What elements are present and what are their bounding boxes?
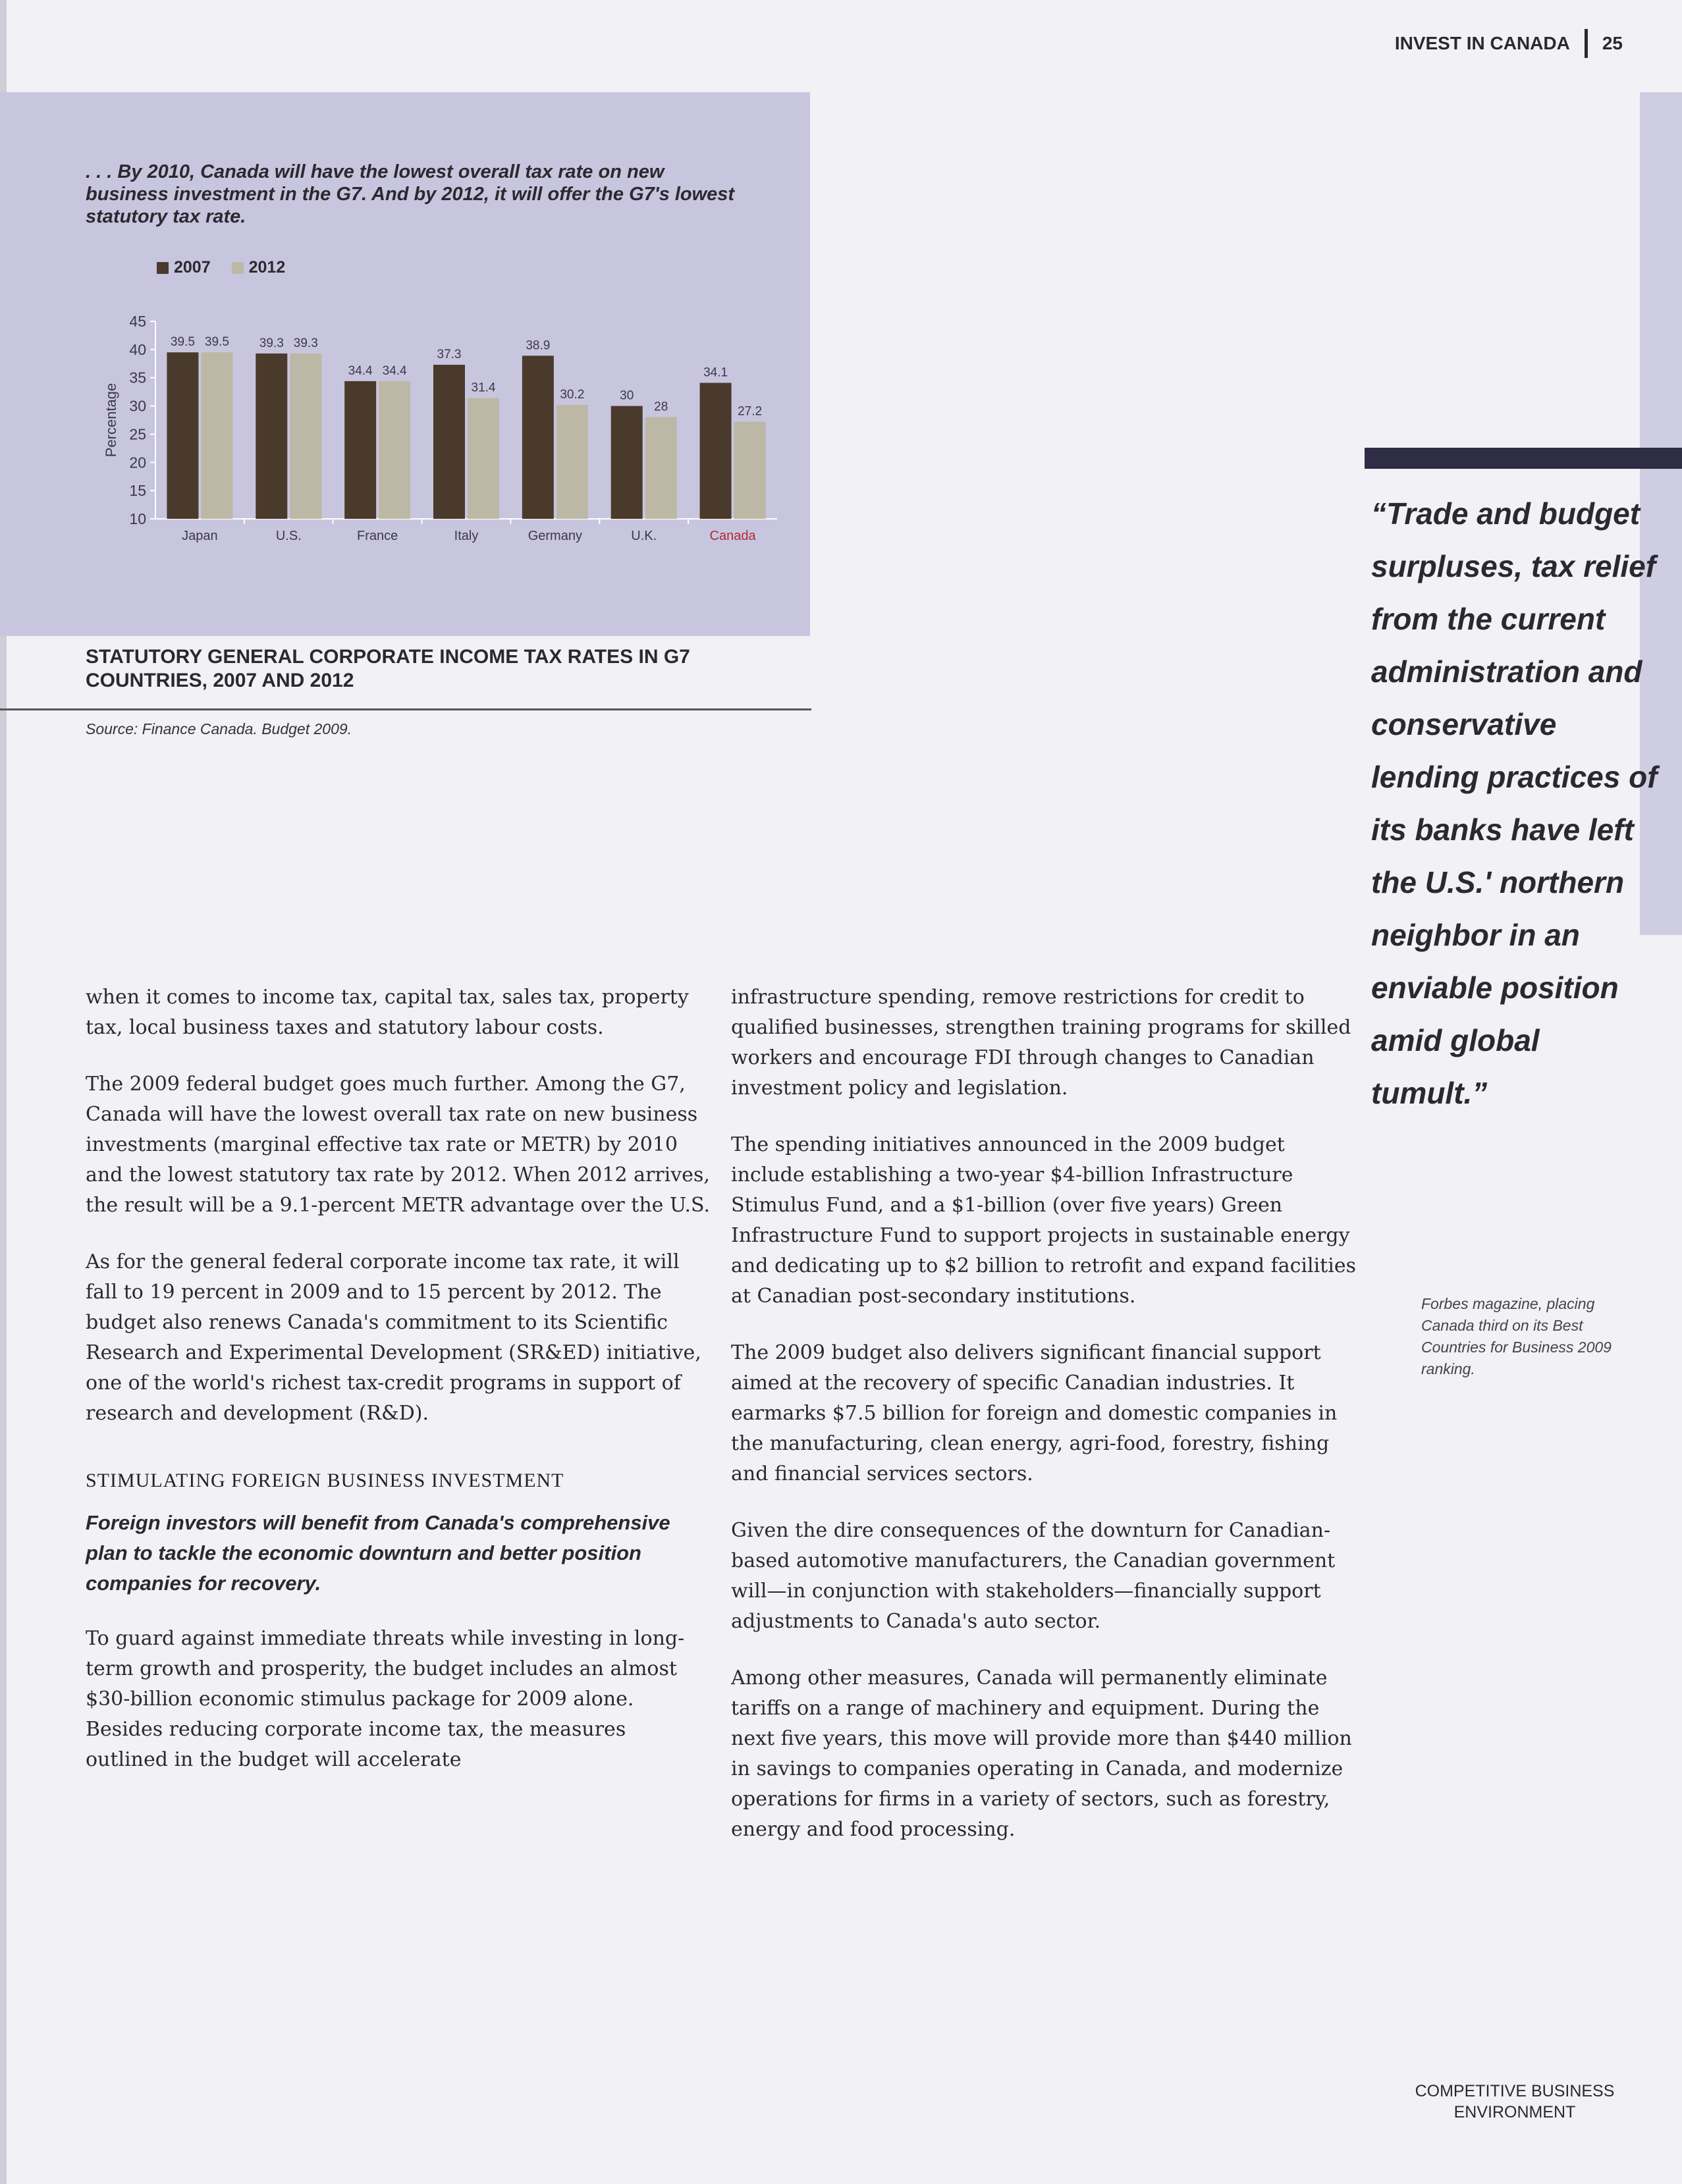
section-name: INVEST IN CANADA [1394,33,1570,53]
bar-2007 [522,356,554,519]
bar-2007 [344,381,376,519]
bar-chart [0,92,810,636]
caption-rule [0,708,811,710]
paragraph: when it comes to income tax, capital tax, sales tax, property tax, local business taxes and statutory labour costs. [86,986,689,1039]
paragraph: Among other measures, Canada will permanently eliminate tariffs on a range of machinery and equipment. During the next five years, this move will provide more than $440 million in savings to companies operating in Canada, and modernize operations for firms in a variety of sectors, such as forestry, energy and food processing. [731,1666,1352,1841]
bar-2012 [379,381,410,519]
x-tick-label: Germany [528,529,582,543]
data-label: 31.4 [471,381,496,395]
y-tick-label: 40 [129,340,146,358]
x-tick-label: Japan [182,529,218,543]
section-heading: STIMULATING FOREIGN BUSINESS INVESTMENT [86,1470,564,1491]
bar-2007 [611,406,643,519]
data-label: 39.3 [293,336,318,350]
quote-attribution: Forbes magazine, placing Canada third on its Best Countries for Business 2009 ranking. [1421,1295,1612,1377]
x-tick-label: France [357,529,398,543]
y-tick-label: 10 [129,510,146,527]
bar-2007 [167,352,198,519]
y-tick-label: 45 [129,313,146,330]
right-column [731,982,1363,1871]
bar-2012 [734,422,766,519]
bar-2012 [201,352,232,519]
y-tick-label: 30 [129,397,146,415]
left-column [86,982,711,1801]
y-tick-label: 25 [129,425,146,443]
chart-panel [0,92,810,636]
x-tick-label: U.K. [631,529,657,543]
header-divider [1585,29,1588,58]
data-label: 39.5 [204,335,229,350]
footer-line: COMPETITIVE BUSINESS [1415,2082,1615,2100]
y-tick-label: 35 [129,369,146,386]
x-tick-label: Italy [454,529,479,543]
paragraph: infrastructure spending, remove restrictions for credit to qualified businesses, strengthen training programs for skilled workers and encourage FDI through changes to Canadian investment policy and legislation. [731,986,1351,1100]
paragraph: The 2009 budget also delivers significant financial support aimed at the recovery of specific Canadian industries. It earmarks $7.5 billion for foreign and domestic companies in the manufacturing, clean energy, agri-food, forestry, fishing and financial services sectors. [731,1341,1338,1485]
x-tick-label: U.S. [275,529,302,543]
data-label: 34.4 [348,363,373,378]
y-tick-label: 15 [129,482,146,500]
legend-label-2007: 2007 [174,258,211,277]
data-label: 30.2 [560,387,585,402]
section-deck: Foreign investors will benefit from Canada's comprehensive plan to tackle the economic downturn and better position companies for recovery. [86,1511,670,1595]
data-label: 27.2 [738,404,763,419]
pull-quote: “Trade and budget surpluses, tax relief from the current administration and conservative lending practices of its banks have left the U.S.' northern neighbor in an enviable position amid global tumult.” [1371,496,1658,1110]
bar-2007 [256,354,287,519]
data-label: 39.3 [259,336,284,350]
bar-2012 [468,398,499,519]
bar-2012 [645,417,677,519]
bar-2007 [433,365,465,519]
bar-2007 [700,383,732,519]
page-number: 25 [1602,33,1623,53]
bar-2012 [556,405,588,519]
running-header [1395,29,1623,58]
legend-label-2012: 2012 [248,258,286,277]
paragraph: To guard against immediate threats while investing in long-term growth and prosperity, the budget includes an almost $30-billion economic stimulus package for 2009 alone. Besides reducing corporate income tax, the measures outlined in the budget will accelerate [86,1627,685,1771]
data-label: 37.3 [437,348,462,361]
paragraph: Given the dire consequences of the downturn for Canadian-based automotive manufacturers, the Canadian government will—in conjunction with stakeholders—financially support adjustments to Canada's auto sector. [731,1519,1336,1633]
paragraph: As for the general federal corporate income tax rate, it will fall to 19 percent in 2009 and to 15 percent by 2012. The budget also renews Canada's commitment to its Scientific Research and Experimental Development (SR&ED) initiative, one of the world's richest tax-credit programs in support of research and development (R&D). [86,1250,701,1425]
bar-2012 [290,354,321,519]
footer-line: ENVIRONMENT [1453,2103,1576,2121]
paragraph: The spending initiatives announced in the 2009 budget include establishing a two-year $4-billion Infrastructure Stimulus Fund, and a $1-billion (over five years) Green Infrastructure Fund to support projects in sustainable energy and dedicating up to $2 billion to retrofit and expand facilities at Canadian post-secondary institutions. [731,1133,1356,1308]
paragraph: The 2009 federal budget goes much further. Among the G7, Canada will have the lowest overall tax rate on new business investments (marginal effective tax rate or METR) by 2010 and the lowest statutory tax rate by 2012. When 2012 arrives, the result will be a 9.1-percent METR advantage over the U.S. [86,1073,711,1217]
x-tick-label: Canada [709,529,756,543]
data-label: 30 [620,388,634,403]
data-label: 34.4 [382,363,407,378]
y-axis-label: Percentage [103,383,119,458]
chart-title: STATUTORY GENERAL CORPORATE INCOME TAX RATES IN G7 COUNTRIES, 2007 AND 2012 [86,646,690,691]
y-tick-label: 20 [129,454,146,471]
chart-headline: . . . By 2010, Canada will have the lowest overall tax rate on new business investment in the G7. And by 2012, it will offer the G7's lowest statutory tax rate. [86,161,735,227]
chart-source: Source: Finance Canada. Budget 2009. [86,720,352,737]
data-label: 38.9 [526,338,551,353]
section-footer [1383,2081,1646,2123]
data-label: 39.5 [170,335,195,350]
data-label: 34.1 [703,365,728,380]
data-label: 28 [654,400,668,414]
sidebar-accent-bar [1365,448,1682,469]
